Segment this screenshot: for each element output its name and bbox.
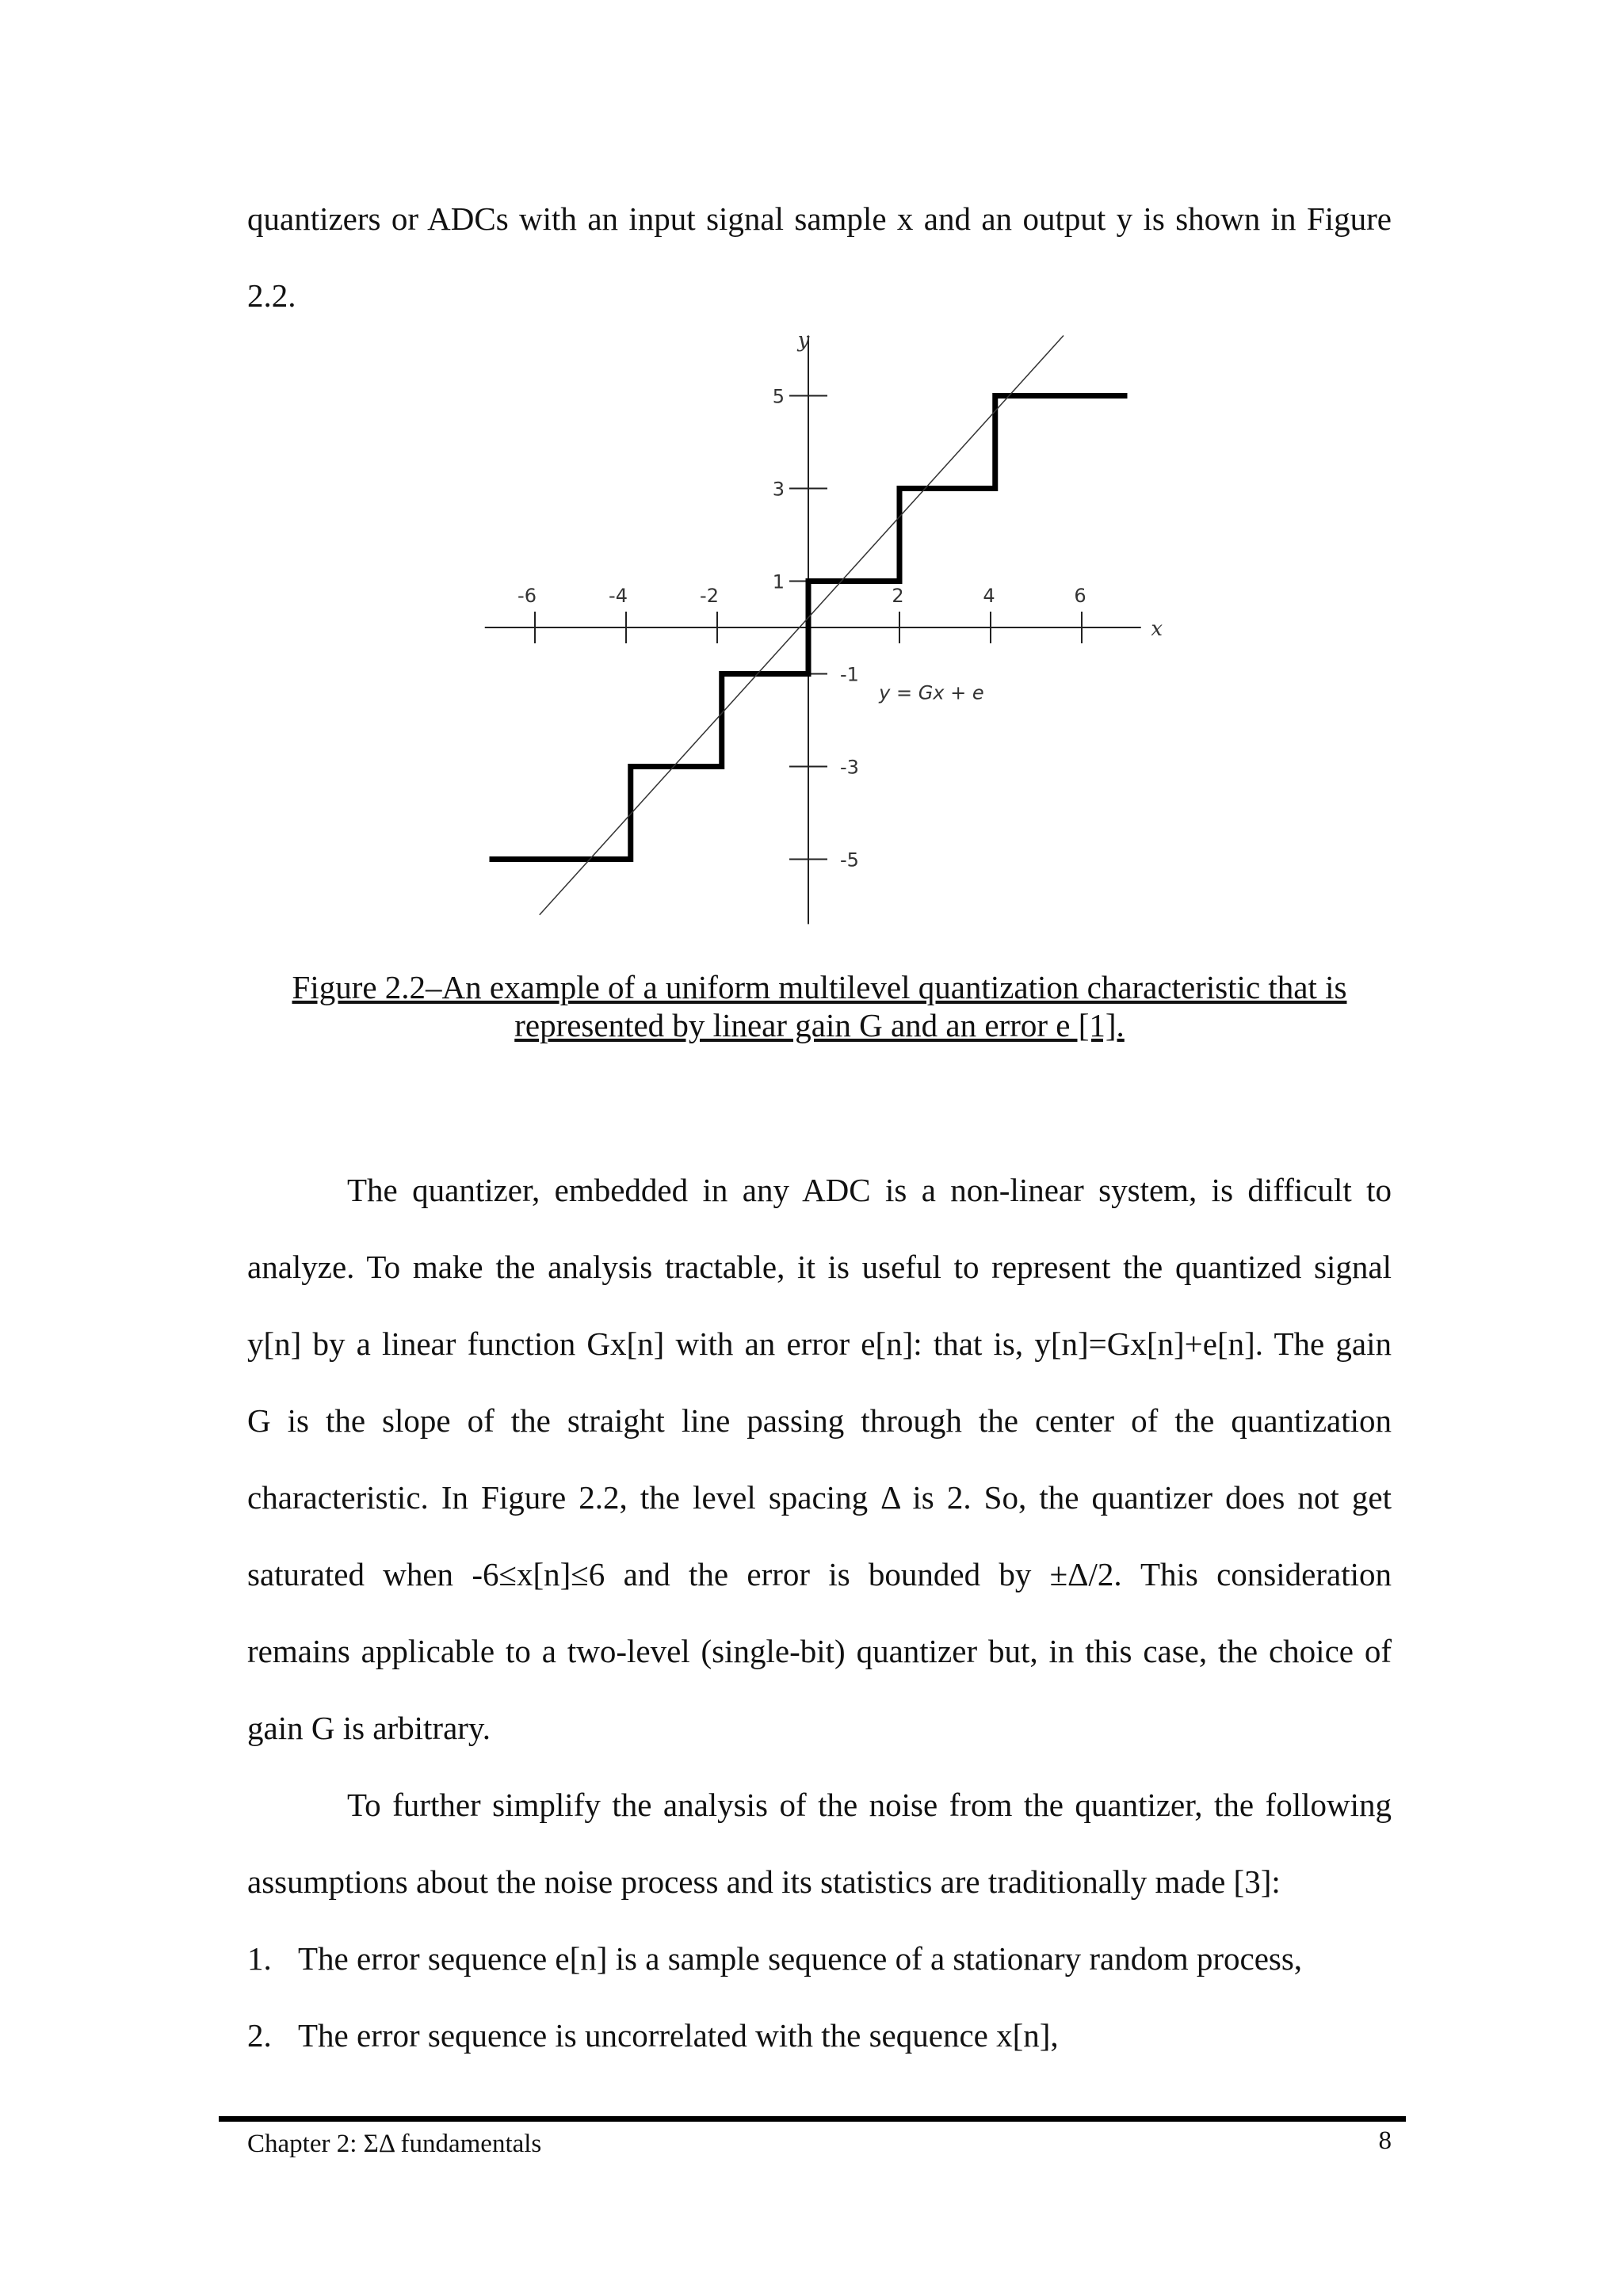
x-axis-label: x bbox=[1151, 617, 1163, 641]
figure-caption bbox=[247, 968, 1392, 1044]
x-tick-label: 2 bbox=[892, 585, 904, 607]
list-number: 1. bbox=[247, 1940, 272, 1977]
caption-line-1: Figure 2.2–An example of a uniform multilevel quantization characteristic that is bbox=[292, 969, 1347, 1005]
footer-chapter-title: Chapter 2: ΣΔ fundamentals bbox=[247, 2130, 542, 2158]
caption-line-2: represented by linear gain G and an error e [1]. bbox=[514, 1007, 1125, 1043]
list-text: The error sequence e[n] is a sample sequence of a stationary random process, bbox=[298, 1940, 1303, 1977]
y-tick-label: 1 bbox=[772, 570, 785, 593]
body-line: assumptions about the noise process and its statistics are traditionally made [3]: bbox=[247, 1863, 1281, 1900]
figure-labels bbox=[517, 328, 1163, 871]
body-line: y[n] by a linear function Gx[n] with an error e[n]: that is, y[n]=Gx[n]+e[n]. The gain bbox=[247, 1325, 1392, 1362]
x-tick-label: -2 bbox=[700, 585, 719, 607]
list-item bbox=[247, 1997, 1392, 2074]
intro-line-1: quantizers or ADCs with an input signal sample x and an output y is shown in Figure bbox=[247, 200, 1392, 237]
x-tick-label: 6 bbox=[1074, 585, 1086, 607]
list-item bbox=[247, 1920, 1392, 1997]
equation-annotation: y = Gx + e bbox=[879, 681, 984, 704]
y-tick-label: 3 bbox=[772, 478, 785, 501]
linear-gain-line bbox=[540, 335, 1064, 914]
y-tick-label: -3 bbox=[840, 756, 859, 779]
body-line: To further simplify the analysis of the noise from the quantizer, the following bbox=[347, 1787, 1392, 1823]
quantizer-figure bbox=[475, 328, 1163, 927]
list-text: The error sequence is uncorrelated with the sequence x[n], bbox=[298, 2017, 1059, 2054]
figure-axes bbox=[485, 335, 1141, 924]
body-line: saturated when -6≤x[n]≤6 and the error is bounded by ±Δ/2. This consideration bbox=[247, 1556, 1392, 1592]
x-tick-label: 4 bbox=[983, 585, 995, 607]
body-line: remains applicable to a two-level (single-bit) quantizer but, in this case, the choice of bbox=[247, 1633, 1392, 1669]
intro-paragraph bbox=[247, 181, 1392, 334]
y-tick-label: 5 bbox=[772, 385, 785, 408]
y-tick-label: -5 bbox=[840, 849, 859, 871]
intro-line-2: 2.2. bbox=[247, 277, 296, 314]
body-line: analyze. To make the analysis tractable, it is useful to represent the quantized signal bbox=[247, 1249, 1392, 1285]
page-number: 8 bbox=[1378, 2126, 1392, 2155]
x-tick-label: -4 bbox=[609, 585, 628, 607]
x-tick-label: -6 bbox=[517, 585, 537, 607]
body-paragraph-1 bbox=[247, 1152, 1392, 2074]
body-line: The quantizer, embedded in any ADC is a non-linear system, is difficult to bbox=[347, 1172, 1392, 1208]
body-line: characteristic. In Figure 2.2, the level spacing Δ is 2. So, the quantizer does not get bbox=[247, 1479, 1392, 1516]
body-line: G is the slope of the straight line passing through the center of the quantization bbox=[247, 1402, 1392, 1439]
y-tick-label: -1 bbox=[840, 663, 859, 686]
footer-rule bbox=[219, 2116, 1406, 2122]
y-axis-label: y bbox=[797, 328, 810, 353]
body-line: gain G is arbitrary. bbox=[247, 1710, 491, 1746]
list-number: 2. bbox=[247, 2017, 272, 2054]
